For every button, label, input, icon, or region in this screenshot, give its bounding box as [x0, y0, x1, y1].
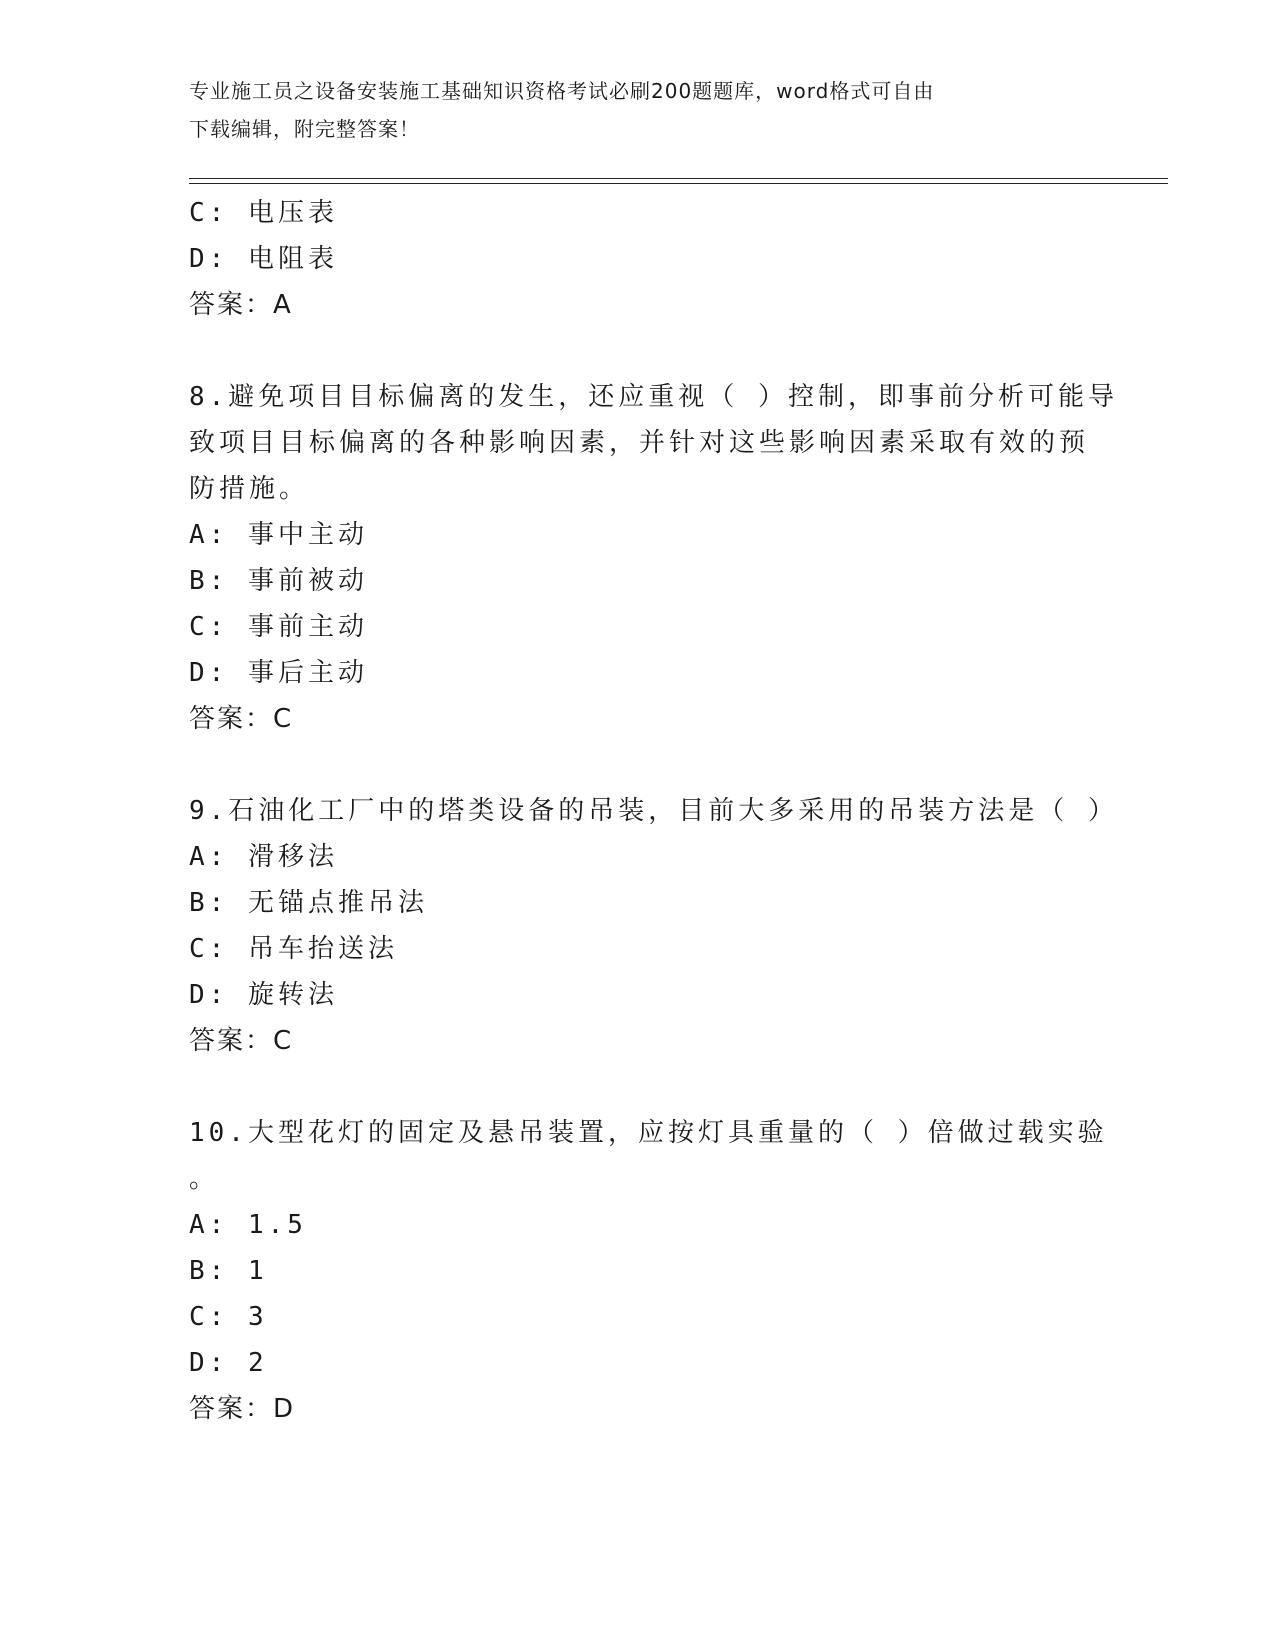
- answer: 答案：D: [189, 1394, 296, 1424]
- option-c: C: 事前主动: [189, 612, 368, 642]
- question-text-line: 致项目目标偏离的各种影响因素，并针对这些影响因素采取有效的预: [189, 428, 1090, 458]
- header-rule-top: [189, 178, 1168, 179]
- option-a: A: 1.5: [189, 1210, 307, 1240]
- option-c: C: 吊车抬送法: [189, 934, 398, 964]
- answer: 答案：C: [189, 1026, 294, 1056]
- option-d: D: 事后主动: [189, 658, 368, 688]
- spacer: [189, 328, 1089, 374]
- answer: 答案：C: [189, 704, 294, 734]
- option-b: B: 1: [189, 1256, 268, 1286]
- question-text-line: 防措施。: [189, 474, 310, 504]
- question-content: [189, 190, 1118, 1432]
- question-9: [189, 788, 1118, 1064]
- question-text-line: 10.大型花灯的固定及悬吊装置，应按灯具重量的（ ）倍做过载实验: [189, 1118, 1108, 1148]
- question-10: [189, 1110, 1108, 1432]
- spacer: [189, 1064, 1089, 1110]
- previous-question-tail: [189, 190, 1089, 328]
- option-b: B: 事前被动: [189, 566, 368, 596]
- question-text-line: 8.避免项目目标偏离的发生，还应重视（ ）控制，即事前分析可能导: [189, 382, 1118, 412]
- header-line-1: 专业施工员之设备安装施工基础知识资格考试必刷200题题库，word格式可自由: [189, 79, 935, 103]
- option-d: D: 2: [189, 1348, 268, 1378]
- option-a: A: 滑移法: [189, 842, 338, 872]
- document-header: [189, 72, 1089, 148]
- question-text-line: 9.石油化工厂中的塔类设备的吊装，目前大多采用的吊装方法是（ ）: [189, 796, 1118, 826]
- option-d: D: 电阻表: [189, 244, 338, 274]
- option-a: A: 事中主动: [189, 520, 368, 550]
- question-text-line: 。: [189, 1164, 220, 1194]
- option-d: D: 旋转法: [189, 980, 338, 1010]
- answer: 答案：A: [189, 290, 293, 320]
- option-c: C: 3: [189, 1302, 268, 1332]
- option-c: C: 电压表: [189, 198, 338, 228]
- option-b: B: 无锚点推吊法: [189, 888, 428, 918]
- question-8: [189, 374, 1118, 742]
- header-rule-bottom: [189, 183, 1168, 184]
- spacer: [189, 742, 1089, 788]
- header-line-2: 下载编辑，附完整答案！: [189, 117, 420, 141]
